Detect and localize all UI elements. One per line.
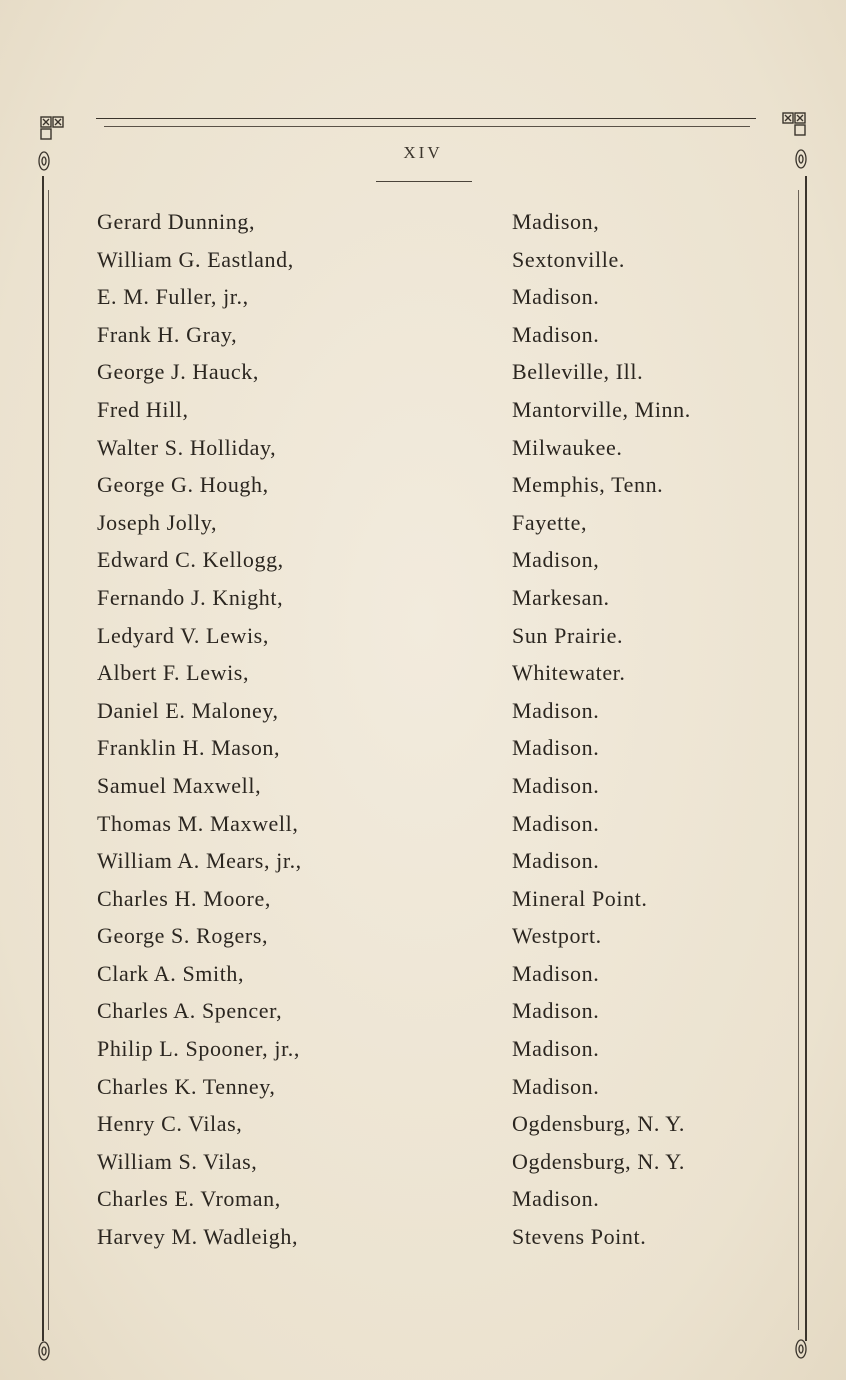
roster-row (0, 391, 846, 429)
roster-row (0, 692, 846, 730)
member-hometown: Stevens Point. (512, 1224, 647, 1250)
member-hometown: Madison. (512, 1186, 600, 1212)
member-hometown: Madison. (512, 321, 600, 347)
member-hometown: Ogdensburg, N. Y. (512, 1111, 685, 1137)
roster-row (0, 1143, 846, 1181)
roster-row (0, 1180, 846, 1218)
member-name: Edward C. Kellogg, (97, 547, 284, 573)
roster-row (0, 278, 846, 316)
member-hometown: Madison. (512, 284, 600, 310)
member-hometown: Whitewater. (512, 660, 626, 686)
member-name: E. M. Fuller, jr., (97, 284, 249, 310)
roster-row (0, 353, 846, 391)
member-hometown: Madison, (512, 547, 600, 573)
member-hometown: Fayette, (512, 509, 588, 535)
roster-row (0, 617, 846, 655)
page-number: XIV (403, 143, 443, 162)
member-hometown: Madison. (512, 848, 600, 874)
roster-row (0, 316, 846, 354)
member-name: Henry C. Vilas, (97, 1111, 243, 1137)
member-hometown: Mantorville, Minn. (512, 396, 691, 422)
member-name: Charles K. Tenney, (97, 1073, 276, 1099)
page-number-rule (376, 181, 472, 182)
member-name: Daniel E. Maloney, (97, 697, 279, 723)
roster-row (0, 880, 846, 918)
roster-row (0, 579, 846, 617)
member-name: Samuel Maxwell, (97, 772, 262, 798)
member-hometown: Madison. (512, 960, 600, 986)
roster-row (0, 203, 846, 241)
member-hometown: Memphis, Tenn. (512, 472, 664, 498)
member-name: Charles A. Spencer, (97, 998, 283, 1024)
member-hometown: Madison. (512, 998, 600, 1024)
member-name: Fred Hill, (97, 396, 189, 422)
member-name: Franklin H. Mason, (97, 735, 281, 761)
corner-ornament-top-right (778, 110, 808, 140)
roster-row (0, 241, 846, 279)
roster-row (0, 955, 846, 993)
member-name: Gerard Dunning, (97, 209, 256, 234)
member-name: Fernando J. Knight, (97, 584, 284, 610)
border-top-inner-rule (104, 126, 750, 127)
member-name: Ledyard V. Lewis, (97, 622, 269, 648)
member-name: William G. Eastland, (97, 246, 294, 272)
member-hometown: Mineral Point. (512, 885, 648, 911)
roster-row (0, 1068, 846, 1106)
roster-row (0, 504, 846, 542)
member-name: George S. Rogers, (97, 923, 269, 949)
corner-ornament-top-left (38, 114, 68, 144)
member-roster (0, 203, 846, 1256)
member-hometown: Madison. (512, 735, 600, 761)
roster-row (0, 992, 846, 1030)
scroll-ornament-right-bottom (793, 1336, 809, 1362)
member-name: Thomas M. Maxwell, (97, 810, 299, 836)
member-hometown: Belleville, Ill. (512, 359, 644, 385)
member-name: Harvey M. Wadleigh, (97, 1224, 299, 1250)
member-name: William A. Mears, jr., (97, 848, 302, 874)
member-hometown: Sun Prairie. (512, 622, 624, 648)
member-hometown: Madison. (512, 1036, 600, 1062)
member-name: Charles H. Moore, (97, 885, 271, 911)
member-name: Clark A. Smith, (97, 960, 245, 986)
member-hometown: Westport. (512, 923, 602, 949)
roster-row (0, 1105, 846, 1143)
member-name: Frank H. Gray, (97, 321, 238, 347)
member-hometown: Madison. (512, 772, 600, 798)
member-name: Joseph Jolly, (97, 509, 218, 535)
member-name: George G. Hough, (97, 472, 269, 498)
member-hometown: Milwaukee. (512, 434, 623, 460)
member-hometown: Madison. (512, 697, 600, 723)
roster-row (0, 729, 846, 767)
member-hometown: Madison. (512, 810, 600, 836)
roster-row (0, 1218, 846, 1256)
roster-row (0, 429, 846, 467)
member-name: Albert F. Lewis, (97, 660, 250, 686)
member-hometown: Ogdensburg, N. Y. (512, 1148, 685, 1174)
roster-row (0, 541, 846, 579)
roster-row (0, 842, 846, 880)
member-hometown: Sextonville. (512, 246, 625, 272)
member-name: William S. Vilas, (97, 1148, 258, 1174)
member-name: Charles E. Vroman, (97, 1186, 281, 1212)
roster-row (0, 1030, 846, 1068)
roster-row (0, 654, 846, 692)
member-name: Walter S. Holliday, (97, 434, 277, 460)
member-hometown: Madison, (512, 209, 600, 234)
roster-row (0, 917, 846, 955)
roster-row (0, 767, 846, 805)
member-hometown: Madison. (512, 1073, 600, 1099)
scroll-ornament-left-bottom (36, 1338, 52, 1364)
roster-row (0, 466, 846, 504)
member-hometown: Markesan. (512, 584, 610, 610)
border-top-rule (96, 118, 756, 119)
member-name: Philip L. Spooner, jr., (97, 1036, 300, 1062)
member-name: George J. Hauck, (97, 359, 259, 385)
roster-row (0, 805, 846, 843)
